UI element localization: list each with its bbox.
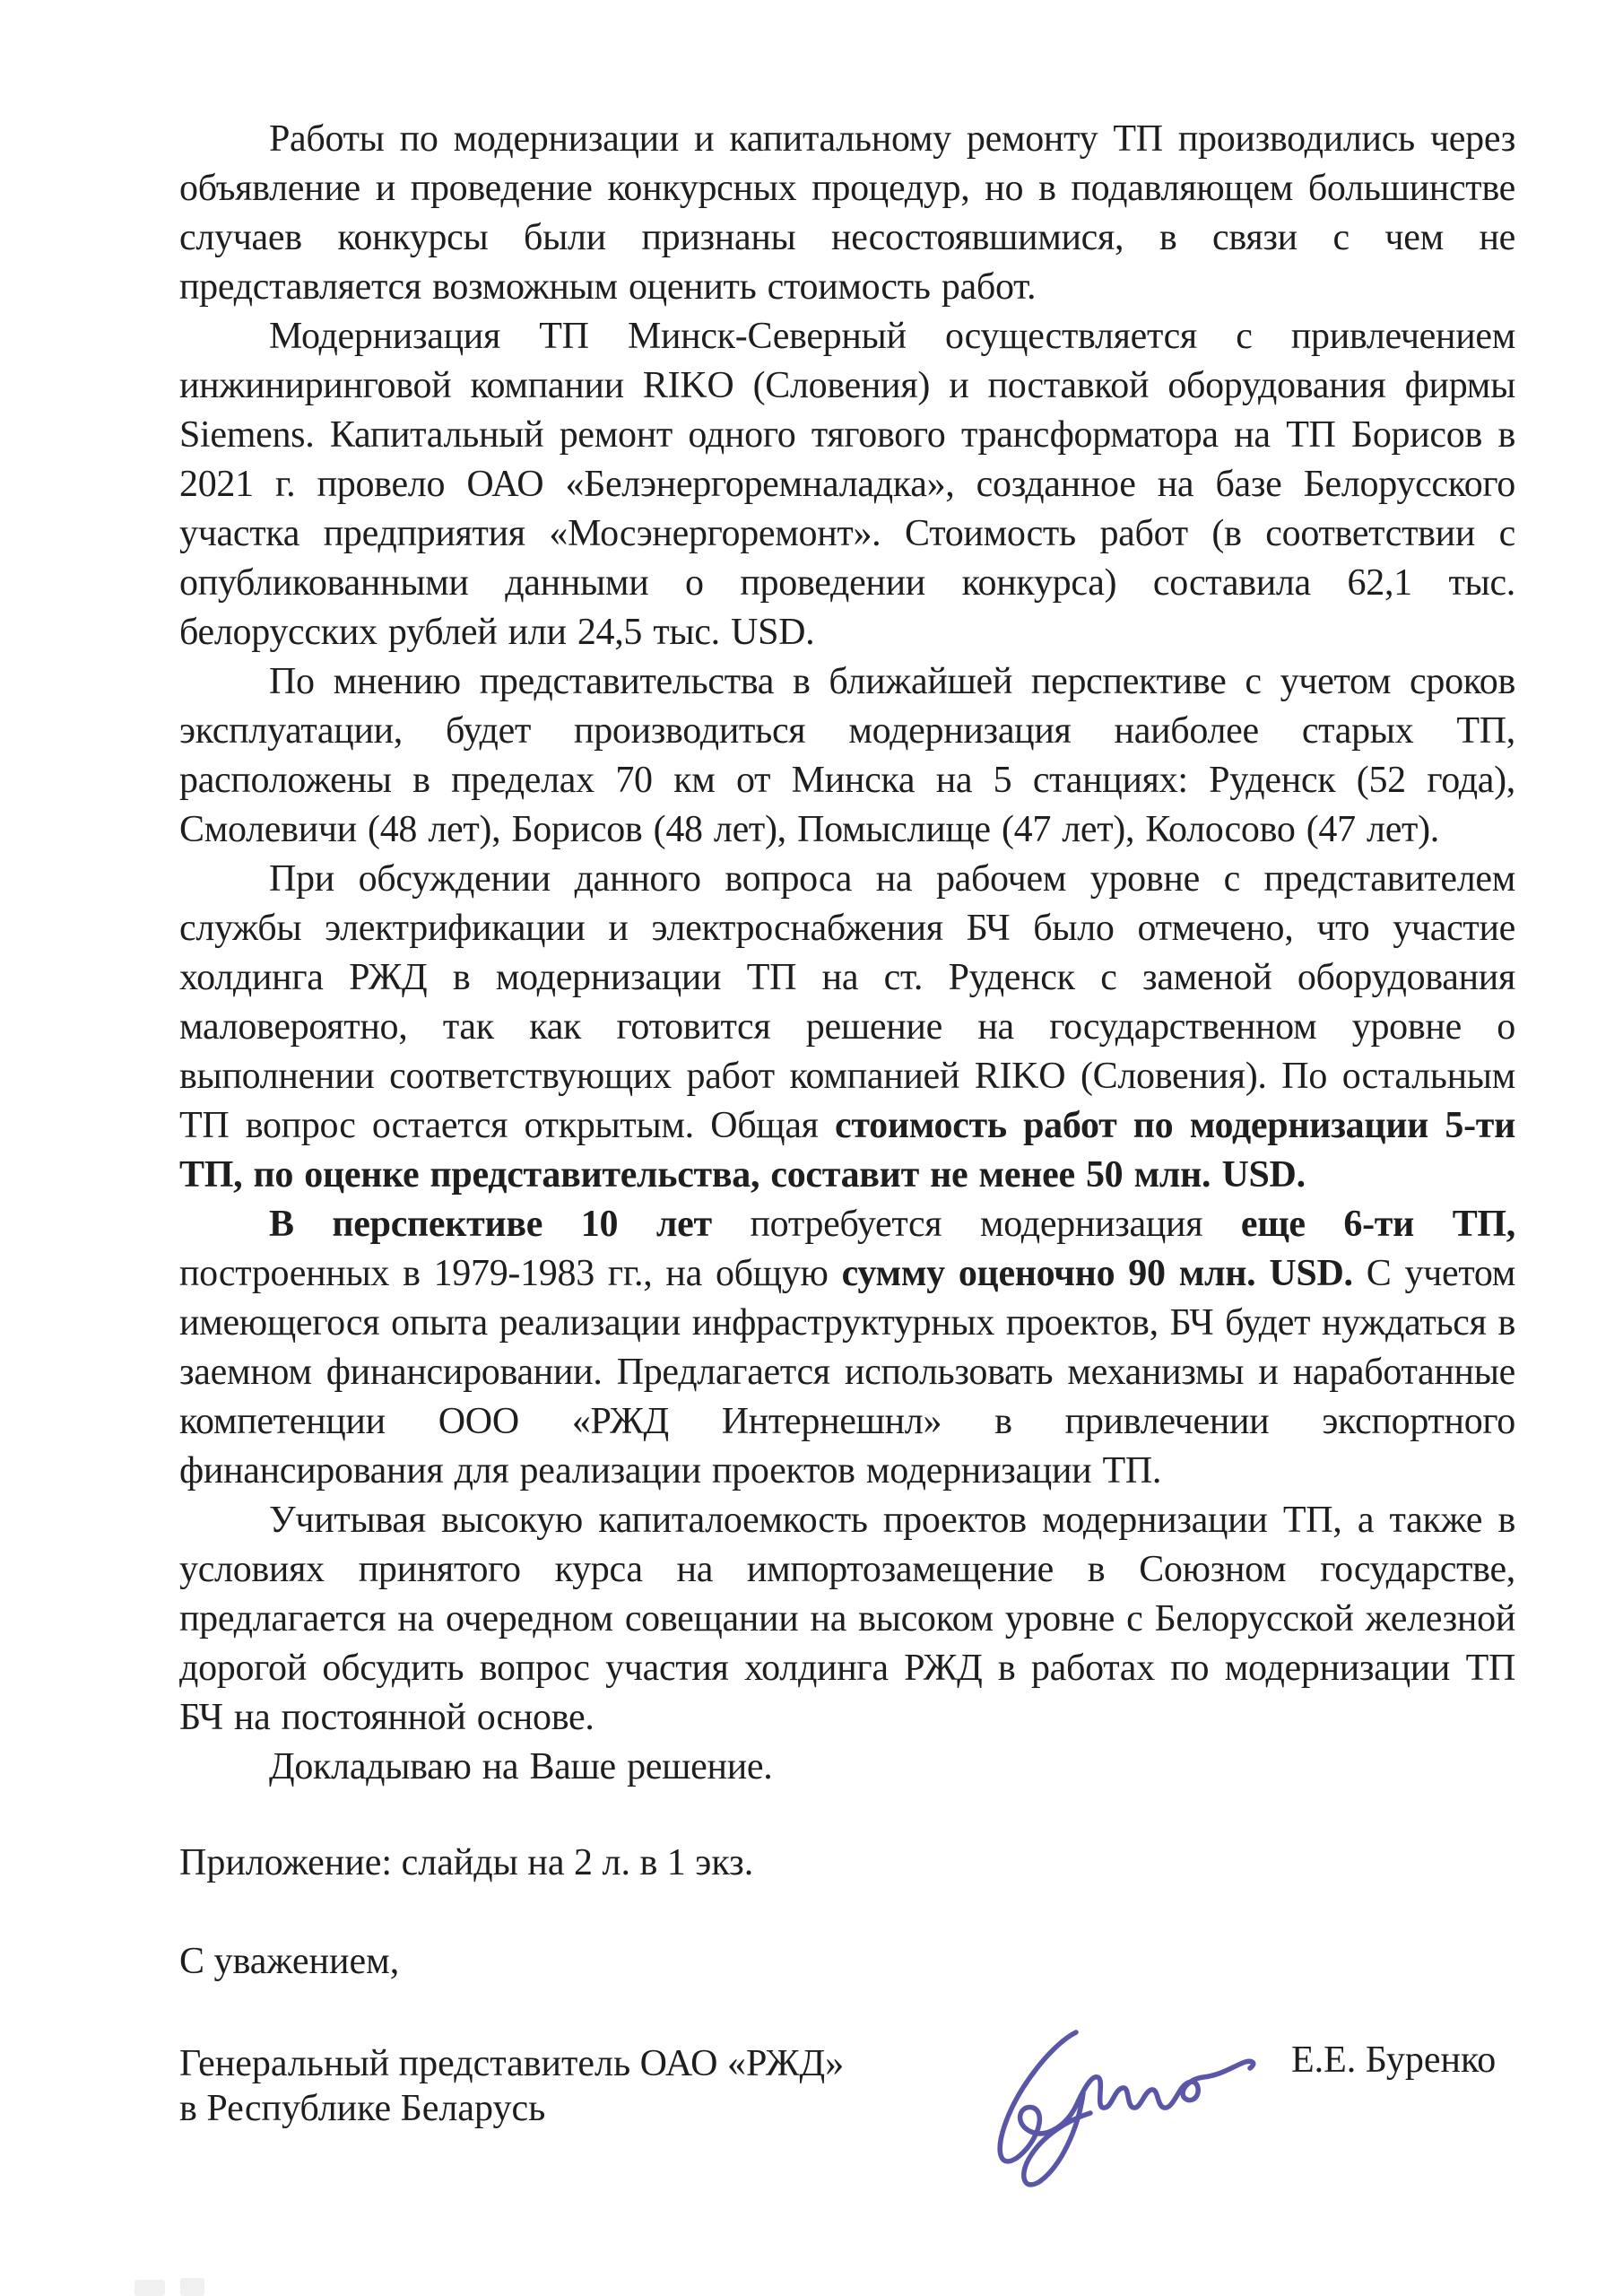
scan-smudge [135, 2280, 165, 2296]
paragraph-run: При обсуждении данного вопроса на рабочем уровне с представителем службы электрификации и электроснабжения БЧ было отмечено, что участие холдинга РЖД в модернизации ТП на ст. Руденск с заменой оборудования маловероятно, так как готовится решение на государственном уровне о выполнении соответствующих работ компанией RIKO (Словения). По остальным ТП вопрос остается открытым. Общая [179, 858, 1515, 1146]
signer-title-line1: Генеральный представитель ОАО «РЖД» [179, 2043, 845, 2084]
signer-title [179, 2041, 844, 2131]
paragraph-run: Работы по модернизации и капитальному ремонту ТП производились через объявление и проведение конкурсных процедур, но в подавляющем большинстве случаев конкурсы были признаны несостоявшимися, в связи с чем не представляется возможным оценить стоимость работ. [179, 118, 1515, 308]
signer-name: Е.Е. Буренко [1291, 2039, 1497, 2081]
paragraph-run-bold: В перспективе 10 лет [269, 1204, 751, 1245]
paragraph-run: Докладываю на Ваше решение. [269, 1746, 773, 1787]
paragraph [179, 115, 1515, 312]
closing-salutation: С уважением, [179, 1941, 400, 1982]
paragraph-run: По мнению представительства в ближайшей перспективе с учетом сроков эксплуатации, будет производиться модернизация наиболее старых ТП, расположены в пределах 70 км от Минска на 5 станциях: Руденск (52 года), Смолевичи (48 лет), Борисов (48 лет), Помыслище (47 лет), Колосово (47 лет). [179, 661, 1515, 850]
paragraph-run: Модернизация ТП Минск-Северный осуществляется с привлечением инжиниринговой компании RIKO (Словения) и поставкой оборудования фирмы Siemens. Капитальный ремонт одного тягового трансформатора на ТП Борисов в 2021 г. провело ОАО «Белэнергоремналадка», созданное на базе Белорусского участка предприятия «Мосэнергоремонт». Стоимость работ (в соответствии с опубликованными данными о проведении конкурса) составила 62,1 тыс. белорусских рублей или 24,5 тыс. USD. [179, 316, 1515, 653]
paragraph-run-bold: сумму оценочно 90 млн. USD. [841, 1253, 1353, 1294]
paragraph [179, 312, 1515, 657]
paragraph [179, 855, 1515, 1200]
paragraph-run-bold: стоимость работ по модернизации 5-ти ТП, по оценке представительства, составит не менее 50 млн. USD. [179, 1105, 1515, 1196]
attachment-note: Приложение: слайды на 2 л. в 1 экз. [179, 1842, 754, 1883]
paragraph-run: С учетом имеющегося опыта реализации инфраструктурных проектов, БЧ будет нуждаться в заемном финансировании. Предлагается использовать механизмы и наработанные компетенции ООО «РЖД Интернешнл» в привлечении экспортного финансирования для реализации проектов модернизации ТП. [179, 1253, 1515, 1492]
paragraph [179, 657, 1515, 855]
paragraph-run: Учитывая высокую капиталоемкость проектов модернизации ТП, а также в условиях принятого курса на импортозамещение в Союзном государстве, предлагается на очередном совещании на высоком уровне с Белорусской железной дорогой обсудить вопрос участия холдинга РЖД в работах по модернизации ТП БЧ на постоянной основе. [179, 1500, 1515, 1738]
letter-paragraphs [179, 115, 1515, 1792]
signature-image [977, 2023, 1266, 2192]
paragraph [179, 1743, 1515, 1792]
paragraph-run: построенных в 1979-1983 гг., на общую [179, 1253, 842, 1294]
paragraph [179, 1200, 1515, 1496]
scan-smudge [180, 2278, 204, 2296]
paragraph [179, 1496, 1515, 1743]
paragraph-run-bold: еще 6-ти ТП, [1240, 1204, 1515, 1245]
paragraph-run: потребуется модернизация [750, 1204, 1241, 1245]
signer-title-line2: в Республике Беларусь [179, 2088, 546, 2129]
